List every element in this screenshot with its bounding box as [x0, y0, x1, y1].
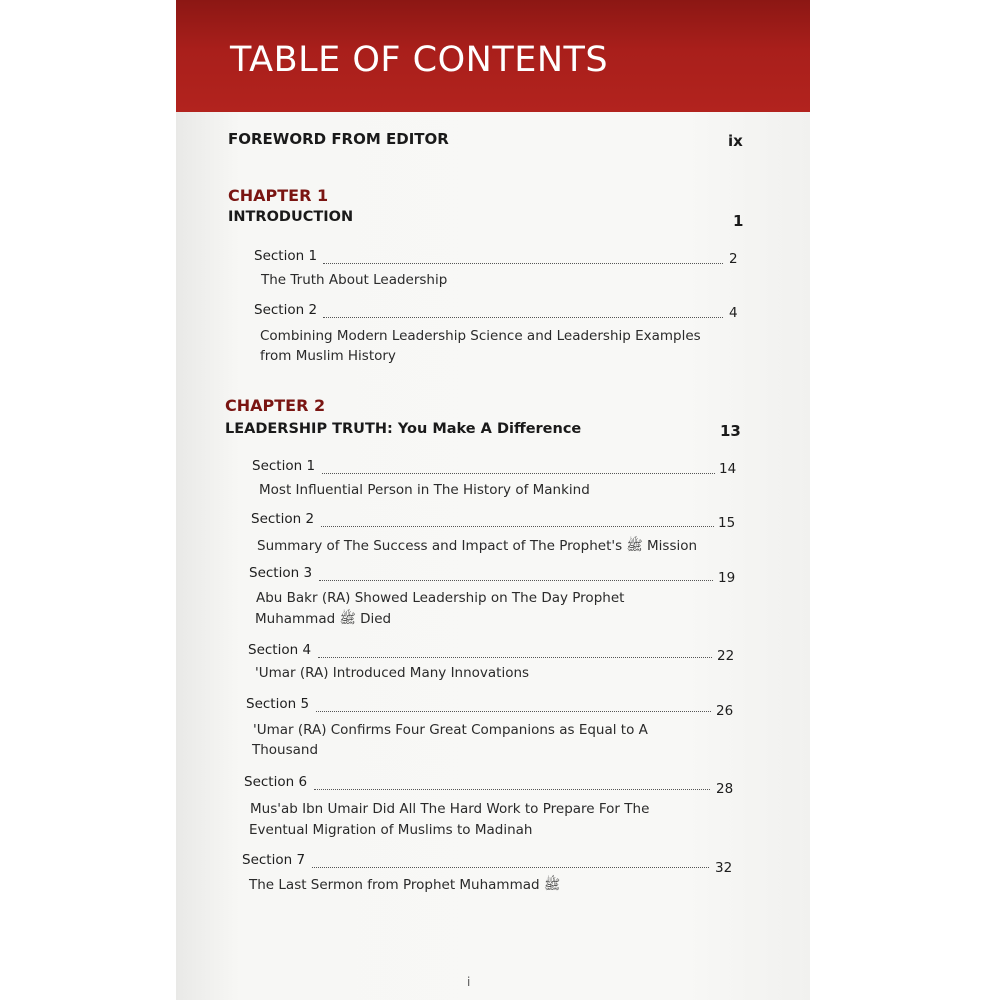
ch2-section-2-title: Summary of The Success and Impact of The Prophet's ﷺ Mission — [257, 538, 698, 554]
ch2-section-5-title-line-2: Thousand — [252, 742, 319, 758]
ch2-section-7-title: The Last Sermon from Prophet Muhammad ﷺ — [249, 877, 561, 893]
ch2-section-2-label: Section 2 — [251, 511, 315, 527]
ch2-section-3-label: Section 3 — [249, 565, 313, 581]
ch2-section-4-label: Section 4 — [248, 642, 312, 658]
ch1-section-1-leader — [323, 263, 723, 264]
ch2-section-3-title-line-2: Muhammad ﷺ Died — [255, 611, 392, 627]
ch1-section-1-label: Section 1 — [254, 248, 318, 264]
ch2-section-6-leader — [314, 789, 710, 790]
chapter-2-page: 13 — [720, 422, 741, 440]
ch2-section-1-title: Most Influential Person in The History of Mankind — [259, 482, 590, 498]
ch2-section-1-page: 14 — [719, 461, 737, 477]
ch2-section-1-label: Section 1 — [252, 458, 316, 474]
right-margin — [810, 0, 1000, 1000]
ch2-section-3-title-line-1: Abu Bakr (RA) Showed Leadership on The Day Prophet — [256, 590, 625, 606]
ch2-section-5-page: 26 — [716, 703, 734, 719]
ch2-section-3-leader — [319, 580, 713, 581]
ch2-section-5-leader — [316, 711, 711, 712]
ch2-section-5-title-line-1: 'Umar (RA) Confirms Four Great Companions as Equal to A — [253, 722, 648, 738]
foreword-page: ix — [728, 132, 743, 150]
ch2-section-2-page: 15 — [718, 515, 736, 531]
ch1-section-2-leader — [323, 317, 723, 318]
page-number-footer: i — [467, 975, 471, 989]
chapter-1-label: CHAPTER 1 — [228, 186, 329, 205]
ch2-section-6-label: Section 6 — [244, 774, 308, 790]
ch2-section-6-title-line-1: Mus'ab Ibn Umair Did All The Hard Work to Prepare For The — [250, 801, 650, 817]
ch2-section-7-page: 32 — [715, 860, 733, 876]
ch2-section-1-leader — [322, 473, 715, 474]
ch1-section-1-title: The Truth About Leadership — [261, 272, 448, 288]
chapter-1-page: 1 — [733, 212, 744, 230]
ch1-section-2-title-line-1: Combining Modern Leadership Science and Leadership Examples — [260, 328, 701, 344]
ch2-section-2-leader — [321, 526, 714, 527]
foreword-label: FOREWORD FROM EDITOR — [228, 130, 449, 148]
ch1-section-2-page: 4 — [729, 305, 738, 321]
book-page — [176, 0, 810, 1000]
chapter-2-title: LEADERSHIP TRUTH: You Make A Difference — [225, 421, 582, 437]
ch2-section-7-leader — [312, 867, 709, 868]
ch2-section-4-title: 'Umar (RA) Introduced Many Innovations — [255, 665, 530, 681]
page-title: TABLE OF CONTENTS — [230, 40, 609, 80]
ch2-section-6-page: 28 — [716, 781, 734, 797]
ch1-section-2-label: Section 2 — [254, 302, 318, 318]
ch1-section-2-title-line-2: from Muslim History — [260, 348, 396, 364]
chapter-2-label: CHAPTER 2 — [225, 396, 326, 415]
left-margin — [0, 0, 176, 1000]
ch2-section-5-label: Section 5 — [246, 696, 310, 712]
ch2-section-6-title-line-2: Eventual Migration of Muslims to Madinah — [249, 822, 533, 838]
ch2-section-7-label: Section 7 — [242, 852, 306, 868]
ch2-section-4-leader — [318, 657, 712, 658]
ch1-section-1-page: 2 — [729, 251, 738, 267]
chapter-1-title: INTRODUCTION — [228, 209, 354, 225]
ch2-section-4-page: 22 — [717, 648, 735, 664]
ch2-section-3-page: 19 — [718, 570, 736, 586]
